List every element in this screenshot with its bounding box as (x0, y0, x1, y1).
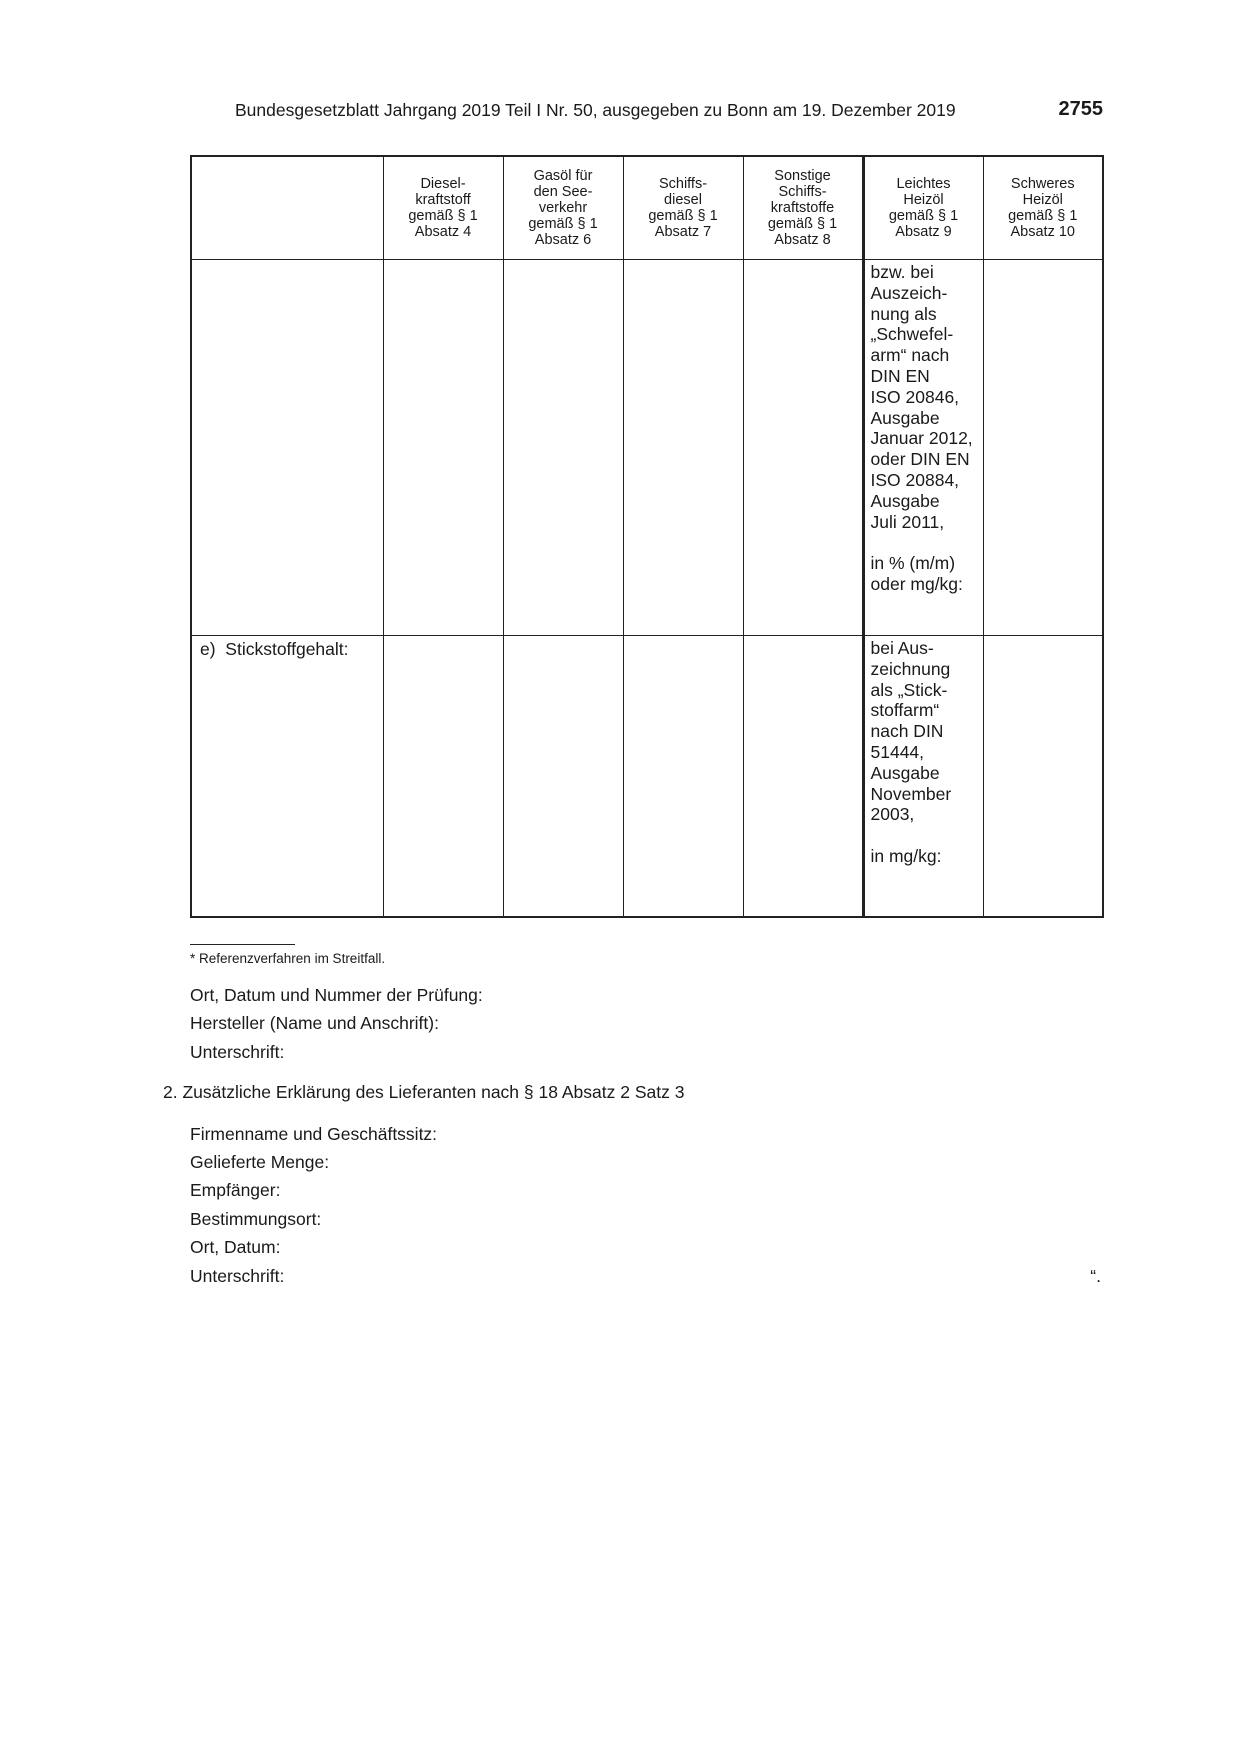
cell-line: oder DIN EN (870, 449, 970, 470)
row2-gasoel-cell (503, 636, 623, 918)
cell-line: „Schwefel- (870, 324, 954, 345)
row1-label (191, 260, 383, 636)
row2-schiffsdiesel-cell (623, 636, 743, 918)
field-ort-datum: Ort, Datum: (190, 1237, 281, 1257)
header-leichtes-heizoel: Leichtes Heizöl gemäß § 1 Absatz 9 (863, 156, 983, 260)
cell-gap (871, 825, 977, 846)
row2-leichtes-heizoel-cell (863, 636, 983, 918)
cell-line: DIN EN (870, 365, 930, 386)
row1-leichtes-heizoel-cell (863, 260, 983, 636)
header-dieselkraftstoff: Diesel- kraftstoff gemäß § 1 Absatz 4 (383, 156, 503, 260)
row2-label (191, 636, 383, 918)
row2-leichtes-heizoel-text (865, 636, 983, 867)
footnote-rule (190, 944, 295, 945)
unit-line: in mg/kg: (870, 845, 942, 866)
cell-line: Auszeich- (870, 282, 948, 303)
header-schweres-heizoel: Schweres Heizöl gemäß § 1 Absatz 10 (983, 156, 1103, 260)
cell-line: zeichnung (870, 658, 951, 679)
fuel-spec-table (190, 155, 1104, 918)
cell-line: Ausgabe (870, 490, 940, 511)
cell-line: nach DIN (870, 721, 944, 742)
cell-line: 2003, (870, 804, 915, 825)
cell-gap (871, 532, 977, 553)
cell-line: Juli 2011, (870, 511, 945, 532)
cell-line: ISO 20884, (870, 469, 960, 490)
field-hersteller: Hersteller (Name und Anschrift): (190, 1013, 439, 1033)
section-2-heading: 2. Zusätzliche Erklärung des Lieferanten nach § 18 Absatz 2 Satz 3 (163, 1082, 685, 1102)
cell-line: nung als (870, 303, 937, 324)
page-header (0, 100, 1241, 126)
field-firmenname: Firmenname und Geschäftssitz: (190, 1124, 438, 1144)
cell-line: November (870, 783, 952, 804)
row1-schweres-heizoel-cell (983, 260, 1103, 636)
cell-line: Ausgabe (870, 762, 940, 783)
cell-line: stoffarm“ (870, 700, 940, 721)
field-empfaenger: Empfänger: (190, 1180, 281, 1200)
row2-diesel-cell (383, 636, 503, 918)
cell-line: als „Stick- (870, 679, 948, 700)
table-row (191, 260, 1103, 636)
header-gasoel-seeverkehr: Gasöl für den See- verkehr gemäß § 1 Absatz 6 (503, 156, 623, 260)
cell-line: ISO 20846, (870, 386, 960, 407)
cell-line: bzw. bei (870, 262, 934, 282)
row1-leichtes-heizoel-text (865, 260, 983, 595)
row1-sonstige-cell (743, 260, 863, 636)
stickstoffgehalt-label: e) Stickstoffgehalt: (200, 639, 349, 659)
cell-line: Ausgabe (870, 407, 940, 428)
field-unterschrift-1: Unterschrift: (190, 1042, 285, 1062)
field-unterschrift-2: Unterschrift: (190, 1266, 285, 1286)
cell-line: 51444, (870, 741, 925, 762)
footnote: * Referenzverfahren im Streitfall. (190, 951, 386, 966)
unit-line: oder mg/kg: (870, 573, 963, 594)
cell-line: Januar 2012, (870, 428, 973, 449)
field-gelieferte-menge: Gelieferte Menge: (190, 1152, 330, 1172)
field-ort-datum-nummer: Ort, Datum und Nummer der Prüfung: (190, 985, 483, 1005)
header-sonstige-schiffskraftstoffe: Sonstige Schiffs- kraftstoffe gemäß § 1 Absatz 8 (743, 156, 863, 260)
gazette-title: Bundesgesetzblatt Jahrgang 2019 Teil I Nr. 50, ausgegeben zu Bonn am 19. Dezember 2019 (235, 100, 956, 120)
closing-quote: “. (1090, 1266, 1101, 1286)
unit-line: in % (m/m) (870, 553, 956, 574)
table-row (191, 636, 1103, 918)
cell-line: arm“ nach (870, 345, 950, 366)
row1-diesel-cell (383, 260, 503, 636)
header-empty (191, 156, 383, 260)
header-schiffsdiesel: Schiffs- diesel gemäß § 1 Absatz 7 (623, 156, 743, 260)
row2-schweres-heizoel-cell (983, 636, 1103, 918)
page-number: 2755 (1058, 98, 1103, 120)
row2-sonstige-cell (743, 636, 863, 918)
row1-schiffsdiesel-cell (623, 260, 743, 636)
row1-gasoel-cell (503, 260, 623, 636)
field-bestimmungsort: Bestimmungsort: (190, 1209, 322, 1229)
cell-line: bei Aus- (870, 638, 934, 658)
table-header-row (191, 156, 1103, 260)
